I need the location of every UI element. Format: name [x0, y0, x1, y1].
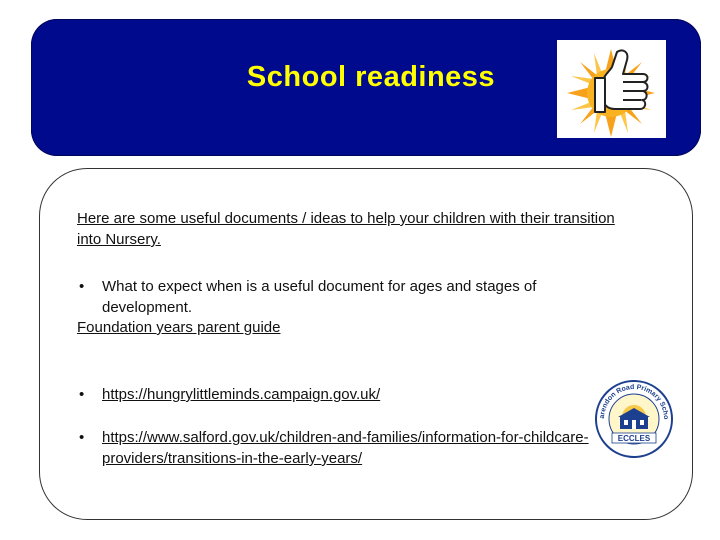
- foundation-years-guide-link[interactable]: Foundation years parent guide: [77, 319, 281, 336]
- logo-bottom-text: ECCLES: [617, 434, 651, 443]
- bullet-salford-link: [79, 427, 599, 471]
- bullet-text: What to expect when is a useful document for ages and stages of development.: [102, 278, 537, 316]
- thumbs-up-sun-icon: [557, 40, 666, 138]
- thumb-hand: [595, 50, 648, 112]
- page-title: School readiness: [246, 61, 496, 93]
- school-logo: [594, 379, 674, 459]
- hungry-little-minds-link[interactable]: https://hungrylittleminds.campaign.gov.uk/: [102, 386, 381, 403]
- bullet-dot: •: [79, 278, 85, 295]
- bullet-dot: •: [79, 429, 85, 446]
- bullet-dot: •: [79, 386, 85, 403]
- salford-transitions-link[interactable]: https://www.salford.gov.uk/children-and-families/information-for-childcare-providers/transitions-in-the-early-years/: [102, 429, 589, 467]
- intro-text: Here are some useful documents / ideas to help your children with their transition into Nursery.: [77, 210, 615, 248]
- logo-top-text: arendon Road Primary Scho: [598, 383, 670, 420]
